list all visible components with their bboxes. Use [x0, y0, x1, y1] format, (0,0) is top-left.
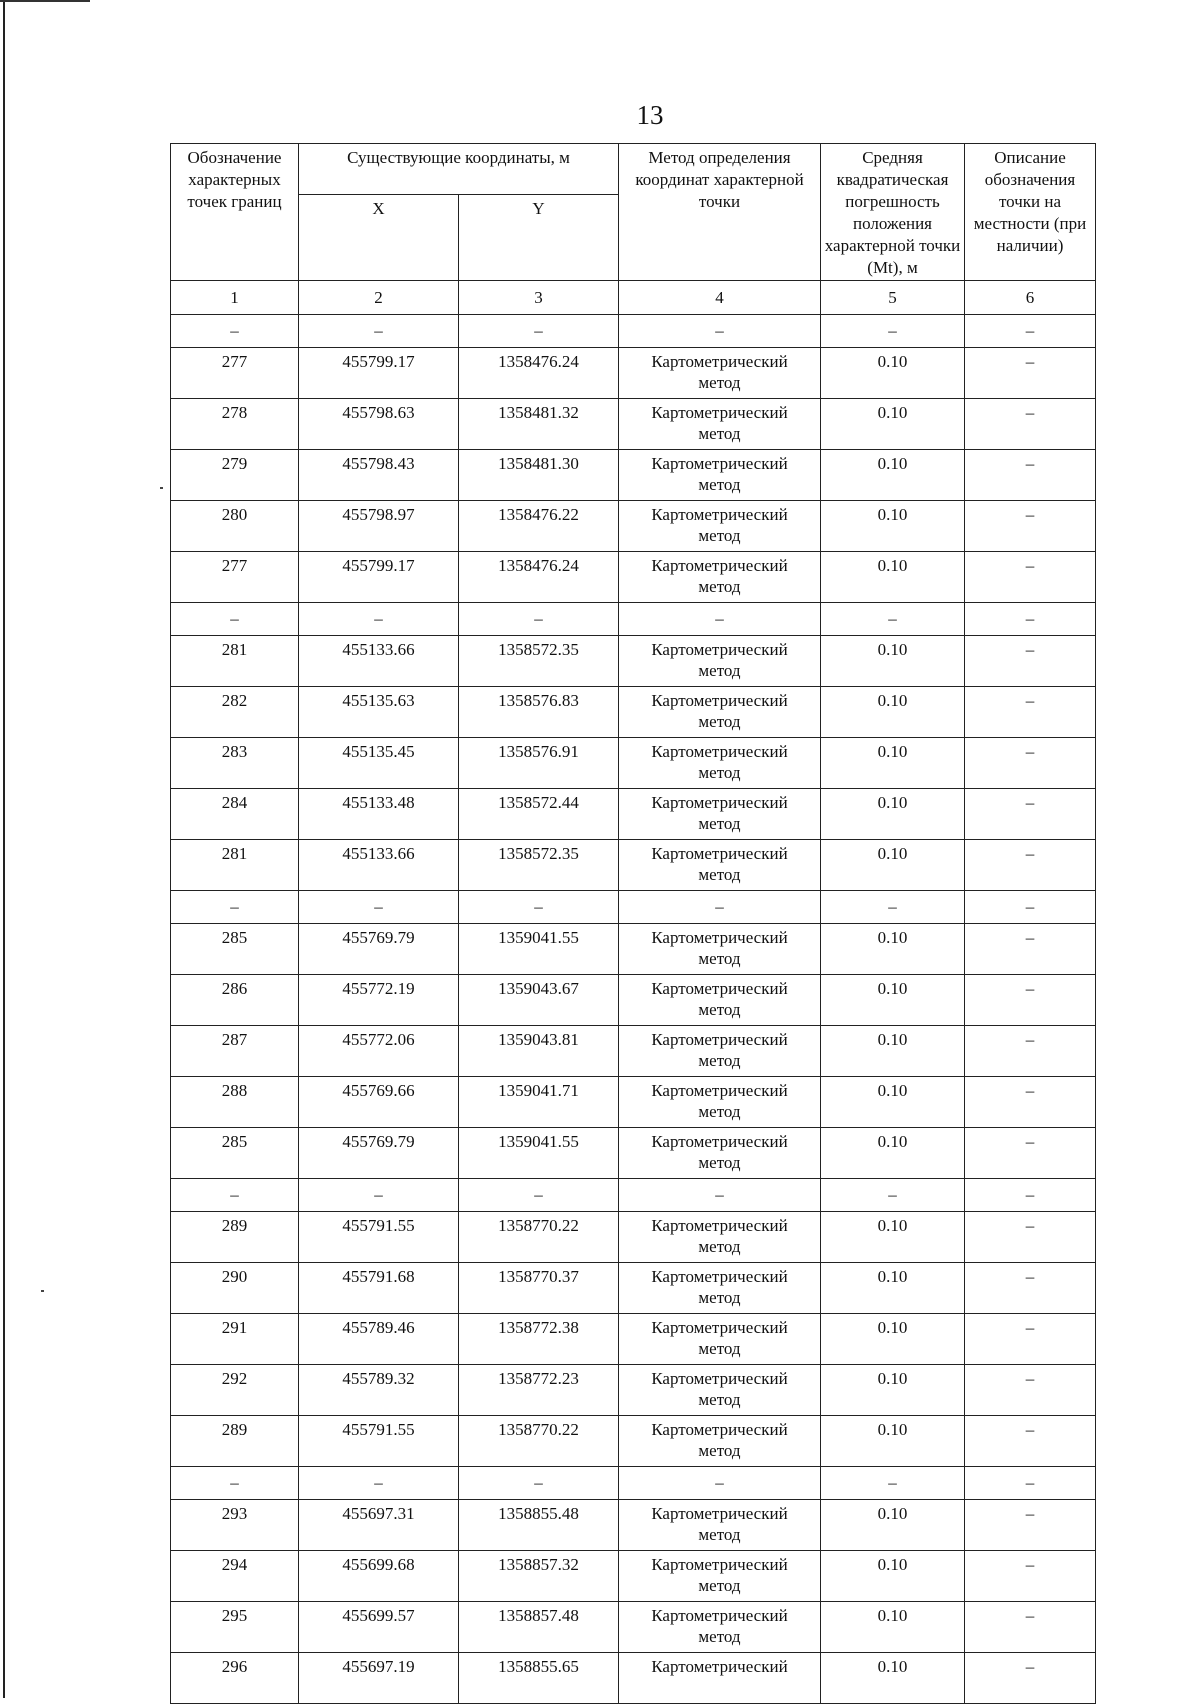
- header-y: Y: [459, 195, 619, 281]
- point-id-cell: 295: [171, 1602, 299, 1653]
- x-coordinate-cell: 455798.43: [299, 450, 459, 501]
- mean-error-cell: 0.10: [821, 636, 965, 687]
- mean-error-cell: 0.10: [821, 348, 965, 399]
- separator-cell: –: [459, 315, 619, 348]
- header-description: Описание обозначения точки на местности (при наличии): [965, 144, 1096, 281]
- method-line-2: метод: [698, 1390, 741, 1409]
- coordinates-table: [170, 143, 1096, 1704]
- scan-speck: [160, 487, 163, 489]
- mean-error-cell: 0.10: [821, 1263, 965, 1314]
- separator-cell: –: [965, 891, 1096, 924]
- separator-cell: –: [619, 891, 821, 924]
- mean-error-cell: 0.10: [821, 1365, 965, 1416]
- point-id-cell: 289: [171, 1416, 299, 1467]
- mean-error-cell: 0.10: [821, 687, 965, 738]
- point-id-cell: 281: [171, 840, 299, 891]
- separator-row: [171, 315, 1096, 348]
- table-row: [171, 1365, 1096, 1416]
- point-id-cell: 277: [171, 552, 299, 603]
- method-line-2: метод: [698, 526, 741, 545]
- point-id-cell: 278: [171, 399, 299, 450]
- mean-error-cell: 0.10: [821, 1416, 965, 1467]
- mean-error-cell: 0.10: [821, 789, 965, 840]
- y-coordinate-cell: 1358572.35: [459, 840, 619, 891]
- description-cell: –: [965, 450, 1096, 501]
- method-line-1: Картометрический: [651, 928, 788, 947]
- table-row: [171, 552, 1096, 603]
- description-cell: –: [965, 1551, 1096, 1602]
- x-coordinate-cell: 455791.55: [299, 1416, 459, 1467]
- table-row: [171, 1077, 1096, 1128]
- separator-cell: –: [619, 315, 821, 348]
- table-row: [171, 1128, 1096, 1179]
- method-cell: [619, 1500, 821, 1551]
- method-line-1: Картометрический: [651, 454, 788, 473]
- table-row: [171, 1653, 1096, 1704]
- x-coordinate-cell: 455699.68: [299, 1551, 459, 1602]
- separator-cell: –: [965, 315, 1096, 348]
- point-id-cell: 281: [171, 636, 299, 687]
- y-coordinate-cell: 1358476.24: [459, 348, 619, 399]
- y-coordinate-cell: 1359041.55: [459, 1128, 619, 1179]
- method-line-2: метод: [698, 1288, 741, 1307]
- table-row: [171, 738, 1096, 789]
- separator-row: [171, 891, 1096, 924]
- y-coordinate-cell: 1359043.81: [459, 1026, 619, 1077]
- mean-error-cell: 0.10: [821, 501, 965, 552]
- table-row: [171, 924, 1096, 975]
- y-coordinate-cell: 1358770.37: [459, 1263, 619, 1314]
- method-line-1: Картометрический: [651, 1420, 788, 1439]
- mean-error-cell: 0.10: [821, 1077, 965, 1128]
- description-cell: –: [965, 789, 1096, 840]
- method-line-2: метод: [698, 1000, 741, 1019]
- method-cell: [619, 552, 821, 603]
- y-coordinate-cell: 1358857.32: [459, 1551, 619, 1602]
- method-cell: [619, 636, 821, 687]
- column-numbers-row: [171, 281, 1096, 315]
- description-cell: –: [965, 1365, 1096, 1416]
- point-id-cell: 287: [171, 1026, 299, 1077]
- point-id-cell: 292: [171, 1365, 299, 1416]
- table-row: [171, 1500, 1096, 1551]
- mean-error-cell: 0.10: [821, 1212, 965, 1263]
- method-line-1: Картометрический: [651, 403, 788, 422]
- x-coordinate-cell: 455699.57: [299, 1602, 459, 1653]
- column-number-cell: 1: [171, 281, 299, 315]
- method-line-2: метод: [698, 424, 741, 443]
- x-coordinate-cell: 455791.68: [299, 1263, 459, 1314]
- method-line-1: Картометрический: [651, 1318, 788, 1337]
- description-cell: –: [965, 1416, 1096, 1467]
- separator-cell: –: [619, 1467, 821, 1500]
- description-cell: –: [965, 552, 1096, 603]
- method-line-1: Картометрический: [651, 1555, 788, 1574]
- page-left-border: [3, 0, 5, 1698]
- x-coordinate-cell: 455789.32: [299, 1365, 459, 1416]
- y-coordinate-cell: 1358481.30: [459, 450, 619, 501]
- method-cell: [619, 924, 821, 975]
- method-line-1: Картометрический: [651, 691, 788, 710]
- table-row: [171, 1212, 1096, 1263]
- description-cell: –: [965, 738, 1096, 789]
- separator-cell: –: [821, 315, 965, 348]
- description-cell: –: [965, 1026, 1096, 1077]
- column-number-cell: 4: [619, 281, 821, 315]
- separator-cell: –: [821, 603, 965, 636]
- x-coordinate-cell: 455769.79: [299, 1128, 459, 1179]
- separator-cell: –: [171, 603, 299, 636]
- point-id-cell: 288: [171, 1077, 299, 1128]
- point-id-cell: 286: [171, 975, 299, 1026]
- method-line-1: Картометрический: [651, 844, 788, 863]
- method-cell: [619, 1365, 821, 1416]
- x-coordinate-cell: 455769.66: [299, 1077, 459, 1128]
- y-coordinate-cell: 1358855.65: [459, 1653, 619, 1704]
- point-id-cell: 285: [171, 1128, 299, 1179]
- method-cell: [619, 1263, 821, 1314]
- method-cell: [619, 687, 821, 738]
- description-cell: –: [965, 1077, 1096, 1128]
- method-line-1: Картометрический: [651, 1216, 788, 1235]
- x-coordinate-cell: 455697.19: [299, 1653, 459, 1704]
- separator-cell: –: [171, 891, 299, 924]
- x-coordinate-cell: 455133.66: [299, 636, 459, 687]
- table-body: [171, 315, 1096, 1704]
- method-cell: [619, 348, 821, 399]
- method-line-2: метод: [698, 475, 741, 494]
- column-number-cell: 3: [459, 281, 619, 315]
- header-existing-coords: Существующие координаты, м: [299, 144, 619, 195]
- x-coordinate-cell: 455799.17: [299, 552, 459, 603]
- method-line-2: метод: [698, 949, 741, 968]
- separator-cell: –: [965, 603, 1096, 636]
- method-cell: [619, 738, 821, 789]
- x-coordinate-cell: 455799.17: [299, 348, 459, 399]
- mean-error-cell: 0.10: [821, 1602, 965, 1653]
- method-line-2: метод: [698, 1051, 741, 1070]
- separator-cell: –: [299, 891, 459, 924]
- description-cell: –: [965, 924, 1096, 975]
- y-coordinate-cell: 1358770.22: [459, 1212, 619, 1263]
- description-cell: –: [965, 501, 1096, 552]
- separator-cell: –: [821, 1179, 965, 1212]
- y-coordinate-cell: 1358476.22: [459, 501, 619, 552]
- description-cell: –: [965, 1128, 1096, 1179]
- mean-error-cell: 0.10: [821, 1551, 965, 1602]
- y-coordinate-cell: 1358476.24: [459, 552, 619, 603]
- separator-cell: –: [171, 1179, 299, 1212]
- point-id-cell: 280: [171, 501, 299, 552]
- point-id-cell: 279: [171, 450, 299, 501]
- mean-error-cell: 0.10: [821, 1500, 965, 1551]
- method-cell: [619, 1026, 821, 1077]
- method-line-1: Картометрический: [651, 556, 788, 575]
- y-coordinate-cell: 1358772.23: [459, 1365, 619, 1416]
- separator-cell: –: [821, 1467, 965, 1500]
- method-line-1: Картометрический: [651, 1657, 788, 1676]
- description-cell: –: [965, 1602, 1096, 1653]
- mean-error-cell: 0.10: [821, 924, 965, 975]
- scan-speck: [41, 1290, 44, 1292]
- separator-cell: –: [299, 315, 459, 348]
- separator-row: [171, 1467, 1096, 1500]
- mean-error-cell: 0.10: [821, 1128, 965, 1179]
- description-cell: –: [965, 687, 1096, 738]
- mean-error-cell: 0.10: [821, 399, 965, 450]
- separator-cell: –: [965, 1179, 1096, 1212]
- point-id-cell: 284: [171, 789, 299, 840]
- mean-error-cell: 0.10: [821, 1314, 965, 1365]
- method-line-2: метод: [698, 1339, 741, 1358]
- method-line-1: Картометрический: [651, 1504, 788, 1523]
- method-line-2: метод: [698, 577, 741, 596]
- point-id-cell: 293: [171, 1500, 299, 1551]
- x-coordinate-cell: 455133.48: [299, 789, 459, 840]
- method-cell: [619, 1416, 821, 1467]
- description-cell: –: [965, 1314, 1096, 1365]
- point-id-cell: 289: [171, 1212, 299, 1263]
- description-cell: –: [965, 348, 1096, 399]
- description-cell: –: [965, 636, 1096, 687]
- point-id-cell: 282: [171, 687, 299, 738]
- y-coordinate-cell: 1358572.44: [459, 789, 619, 840]
- point-id-cell: 294: [171, 1551, 299, 1602]
- method-cell: [619, 840, 821, 891]
- x-coordinate-cell: 455135.45: [299, 738, 459, 789]
- method-line-1: Картометрический: [651, 1030, 788, 1049]
- separator-cell: –: [459, 603, 619, 636]
- header-mean-error: Средняя квадратическая погрешность положения характерной точки (Mt), м: [821, 144, 965, 281]
- method-cell: [619, 1128, 821, 1179]
- point-id-cell: 291: [171, 1314, 299, 1365]
- point-id-cell: 283: [171, 738, 299, 789]
- separator-cell: –: [299, 1467, 459, 1500]
- method-line-1: Картометрический: [651, 1369, 788, 1388]
- method-cell: [619, 399, 821, 450]
- method-cell: [619, 975, 821, 1026]
- table-header-row: [171, 144, 1096, 195]
- point-id-cell: 296: [171, 1653, 299, 1704]
- method-cell: [619, 1212, 821, 1263]
- method-line-2: метод: [698, 1237, 741, 1256]
- separator-cell: –: [459, 1467, 619, 1500]
- method-line-2: метод: [698, 865, 741, 884]
- page-top-mark: [0, 0, 90, 2]
- y-coordinate-cell: 1358576.91: [459, 738, 619, 789]
- method-line-1: Картометрический: [651, 793, 788, 812]
- method-line-1: Картометрический: [651, 352, 788, 371]
- x-coordinate-cell: 455772.06: [299, 1026, 459, 1077]
- y-coordinate-cell: 1358857.48: [459, 1602, 619, 1653]
- y-coordinate-cell: 1359041.71: [459, 1077, 619, 1128]
- method-line-1: Картометрический: [651, 1132, 788, 1151]
- table-row: [171, 840, 1096, 891]
- mean-error-cell: 0.10: [821, 738, 965, 789]
- method-cell: [619, 1551, 821, 1602]
- x-coordinate-cell: 455772.19: [299, 975, 459, 1026]
- point-id-cell: 290: [171, 1263, 299, 1314]
- method-cell: [619, 1077, 821, 1128]
- separator-cell: –: [459, 891, 619, 924]
- column-number-cell: 5: [821, 281, 965, 315]
- y-coordinate-cell: 1358772.38: [459, 1314, 619, 1365]
- table-row: [171, 687, 1096, 738]
- method-line-1: Картометрический: [651, 1267, 788, 1286]
- table-row: [171, 1314, 1096, 1365]
- method-line-2: метод: [698, 763, 741, 782]
- method-line-2: метод: [698, 373, 741, 392]
- header-method: Метод определения координат характерной точки: [619, 144, 821, 281]
- method-cell: [619, 789, 821, 840]
- x-coordinate-cell: 455798.63: [299, 399, 459, 450]
- table-row: [171, 399, 1096, 450]
- y-coordinate-cell: 1358855.48: [459, 1500, 619, 1551]
- method-line-2: метод: [698, 1627, 741, 1646]
- header-designation: Обозначение характерных точек границ: [171, 144, 299, 281]
- x-coordinate-cell: 455697.31: [299, 1500, 459, 1551]
- separator-cell: –: [459, 1179, 619, 1212]
- method-cell: [619, 501, 821, 552]
- method-line-2: метод: [698, 1576, 741, 1595]
- table-row: [171, 1602, 1096, 1653]
- y-coordinate-cell: 1358481.32: [459, 399, 619, 450]
- description-cell: –: [965, 1500, 1096, 1551]
- method-line-2: метод: [698, 1102, 741, 1121]
- y-coordinate-cell: 1358576.83: [459, 687, 619, 738]
- mean-error-cell: 0.10: [821, 450, 965, 501]
- separator-row: [171, 1179, 1096, 1212]
- separator-row: [171, 603, 1096, 636]
- table-row: [171, 450, 1096, 501]
- table-row: [171, 1026, 1096, 1077]
- description-cell: –: [965, 840, 1096, 891]
- method-line-1: Картометрический: [651, 1081, 788, 1100]
- method-line-1: Картометрический: [651, 742, 788, 761]
- y-coordinate-cell: 1359043.67: [459, 975, 619, 1026]
- y-coordinate-cell: 1359041.55: [459, 924, 619, 975]
- description-cell: –: [965, 1653, 1096, 1704]
- x-coordinate-cell: 455798.97: [299, 501, 459, 552]
- mean-error-cell: 0.10: [821, 1026, 965, 1077]
- method-line-1: Картометрический: [651, 505, 788, 524]
- separator-cell: –: [619, 603, 821, 636]
- mean-error-cell: 0.10: [821, 975, 965, 1026]
- x-coordinate-cell: 455135.63: [299, 687, 459, 738]
- separator-cell: –: [821, 891, 965, 924]
- description-cell: –: [965, 975, 1096, 1026]
- mean-error-cell: 0.10: [821, 840, 965, 891]
- separator-cell: –: [619, 1179, 821, 1212]
- y-coordinate-cell: 1358572.35: [459, 636, 619, 687]
- method-line-2: метод: [698, 1153, 741, 1172]
- separator-cell: –: [171, 315, 299, 348]
- method-line-2: метод: [698, 1441, 741, 1460]
- mean-error-cell: 0.10: [821, 552, 965, 603]
- column-number-cell: 6: [965, 281, 1096, 315]
- x-coordinate-cell: 455769.79: [299, 924, 459, 975]
- point-id-cell: 285: [171, 924, 299, 975]
- separator-cell: –: [299, 1179, 459, 1212]
- mean-error-cell: 0.10: [821, 1653, 965, 1704]
- method-cell: [619, 1653, 821, 1704]
- method-line-2: метод: [698, 814, 741, 833]
- separator-cell: –: [171, 1467, 299, 1500]
- table-row: [171, 1263, 1096, 1314]
- method-line-1: Картометрический: [651, 979, 788, 998]
- table-row: [171, 348, 1096, 399]
- y-coordinate-cell: 1358770.22: [459, 1416, 619, 1467]
- description-cell: –: [965, 399, 1096, 450]
- description-cell: –: [965, 1212, 1096, 1263]
- method-cell: [619, 450, 821, 501]
- table-row: [171, 501, 1096, 552]
- point-id-cell: 277: [171, 348, 299, 399]
- method-line-1: Картометрический: [651, 1606, 788, 1625]
- table-row: [171, 1551, 1096, 1602]
- separator-cell: –: [299, 603, 459, 636]
- method-line-2: метод: [698, 661, 741, 680]
- column-number-cell: 2: [299, 281, 459, 315]
- page-number: 13: [636, 100, 664, 130]
- method-line-2: метод: [698, 712, 741, 731]
- method-cell: [619, 1314, 821, 1365]
- table-row: [171, 789, 1096, 840]
- table-row: [171, 975, 1096, 1026]
- x-coordinate-cell: 455791.55: [299, 1212, 459, 1263]
- x-coordinate-cell: 455133.66: [299, 840, 459, 891]
- separator-cell: –: [965, 1467, 1096, 1500]
- method-cell: [619, 1602, 821, 1653]
- method-line-2: метод: [698, 1525, 741, 1544]
- description-cell: –: [965, 1263, 1096, 1314]
- method-line-1: Картометрический: [651, 640, 788, 659]
- header-x: X: [299, 195, 459, 281]
- table-row: [171, 636, 1096, 687]
- table-row: [171, 1416, 1096, 1467]
- x-coordinate-cell: 455789.46: [299, 1314, 459, 1365]
